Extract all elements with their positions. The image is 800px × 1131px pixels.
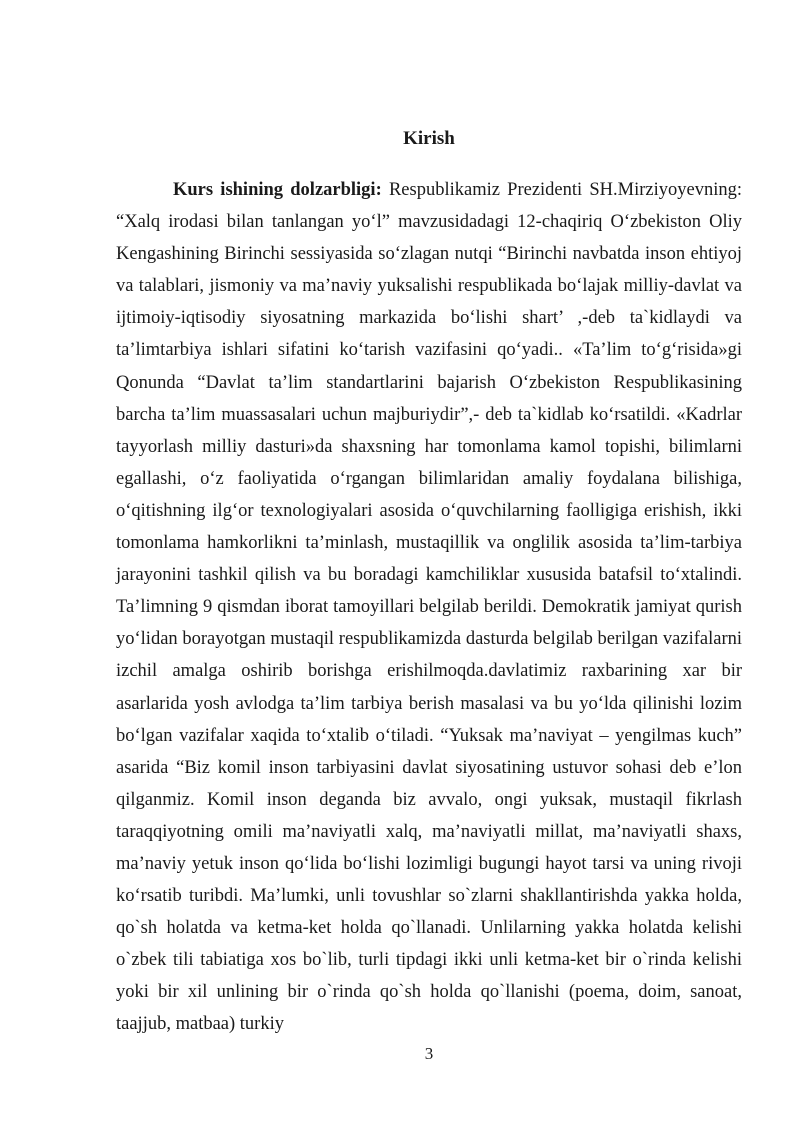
- body-paragraph: [116, 174, 742, 1041]
- paragraph-lead: Kurs ishining dolzarbligi:: [173, 180, 382, 200]
- paragraph-text: Respublikamiz Prezidenti SH.Mirziyoyevning: “Xalq irodasi bilan tanlangan yo‘l” mavzusidadagi 12-chaqiriq O‘zbekiston Oliy Kengashining Birinchi sessiyasida so‘zlagan nutqi “Birinchi navbatda inson ehtiyoj va talablari, jismoniy va ma’naviy yuksalishi respublikada bo‘lajak milliy-davlat va ijtimoiy-iqtisodiy siyosatning markazida bo‘lishi shart’ ,-deb ta`kidlaydi va ta’limtarbiya ishlari sifatini ko‘tarish vazifasini qo‘yadi.. «Ta’lim to‘g‘risida»gi Qonunda “Davlat ta’lim standartlarini bajarish O‘zbekiston Respublikasining barcha ta’lim muassasalari uchun majburiydir”,- deb ta`kidlab ko‘rsatildi. «Kadrlar tayyorlash milliy dasturi»da shaxsning har tomonlama kamol topishi, bilimlarni egallashi, o‘z faoliyatida o‘rgangan bilimlaridan amaliy foydalana bilishiga, o‘qitishning ilg‘or texnologiyalari asosida o‘quvchilarning faolligiga erishish, ikki tomonlama hamkorlikni ta’minlash, mustaqillik va onglilik asosida ta’lim-tarbiya jarayonini tashkil qilish va bu boradagi kamchiliklar xususida batafsil to‘xtalindi. Ta’limning 9 qismdan iborat tamoyillari belgilab berildi. Demokratik jamiyat qurish yo‘lidan borayotgan mustaqil respublikamizda dasturda belgilab berilgan vazifalarni izchil amalga oshirib borishga erishilmoqda.davlatimiz raxbarining xar bir asarlarida yosh avlodga ta’lim tarbiya berish masalasi va bu yo‘lda qilinishi lozim bo‘lgan vazifalar xaqida to‘xtalib o‘tiladi. “Yuksak ma’naviyat – yengilmas kuch” asarida “Biz komil inson tarbiyasini davlat siyosatining ustuvor sohasi deb e’lon qilganmiz. Komil inson deganda biz avvalo, ongi yuksak, mustaqil fikrlash taraqqiyotning omili ma’naviyatli xalq, ma’naviyatli millat, ma’naviyatli shaxs, ma’naviy yetuk inson qo‘lida bo‘lishi lozimligi bugungi hayot tarsi va uning rivoji ko‘rsatib turibdi. Ma’lumki, unli tovushlar so`zlarni shakllantirishda yakka holda, qo`sh holatda va ketma-ket holda qo`llanadi. Unlilarning yakka holatda kelishi o`zbek tili tabiatiga xos bo`lib, turli tipdagi ikki unli ketma-ket bir o`rinda kelishi yoki bir xil unlining bir o`rinda qo`sh holda qo`llanishi (poema, doim, sanoat, taajjub, matbaa) turkiy: [116, 180, 742, 1035]
- section-title: Kirish: [403, 128, 455, 149]
- page-number: 3: [424, 1044, 434, 1063]
